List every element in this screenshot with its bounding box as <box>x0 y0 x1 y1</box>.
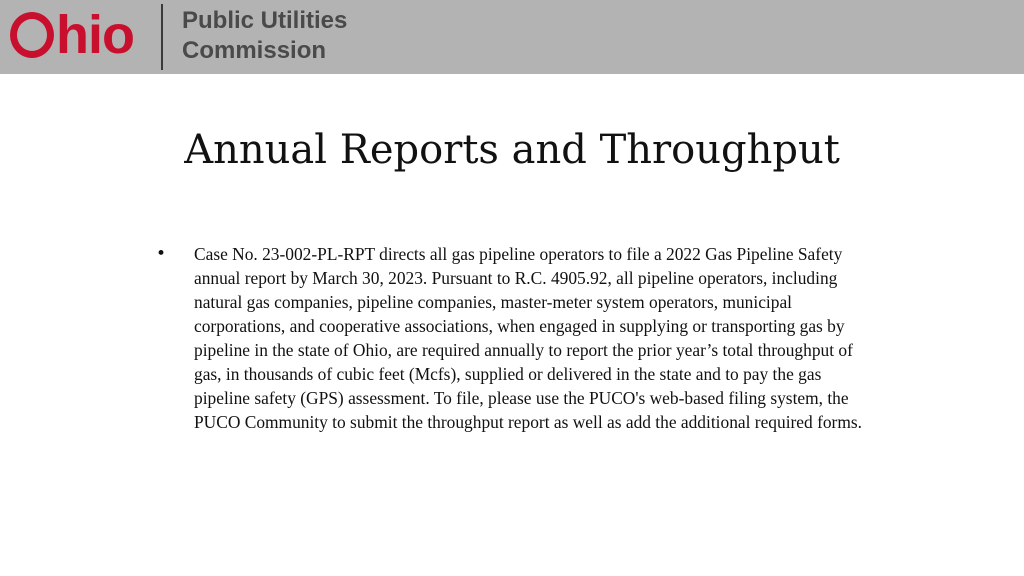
bullet-text: Case No. 23-002-PL-RPT directs all gas pipeline operators to file a 2022 Gas Pipeline Safety annual report by March 30, 2023. Pursuant to R.C. 4905.92, all pipeline operators, including natural gas companies, pipeline companies, master-meter system operators, municipal corporations, and cooperative associations, when engaged in supplying or transporting gas by pipeline in the state of Ohio, are required annually to report the prior year’s total throughput of gas, in thousands of cubic feet (Mcfs), supplied or delivered in the state and to pay the gas pipeline safety (GPS) assessment. To file, please use the PUCO's web-based filing system, the PUCO Community to submit the throughput report as well as add the additional required forms. <box>194 244 862 432</box>
slide-title: Annual Reports and Throughput <box>184 127 840 173</box>
agency-name <box>182 6 347 66</box>
agency-name-line2: Commission <box>182 37 327 64</box>
bullet-dot-icon: • <box>156 244 167 264</box>
bullet-list <box>156 242 876 434</box>
ohio-logo-o-ring <box>10 12 54 58</box>
agency-name-line1: Public Utilities <box>182 7 348 34</box>
ohio-logo-o-letter <box>32 35 33 36</box>
bullet-item <box>156 242 876 434</box>
header-bar <box>0 0 1024 74</box>
ohio-logo-text: hio <box>56 5 134 65</box>
ohio-logo <box>10 2 134 68</box>
logo-divider <box>161 4 163 70</box>
